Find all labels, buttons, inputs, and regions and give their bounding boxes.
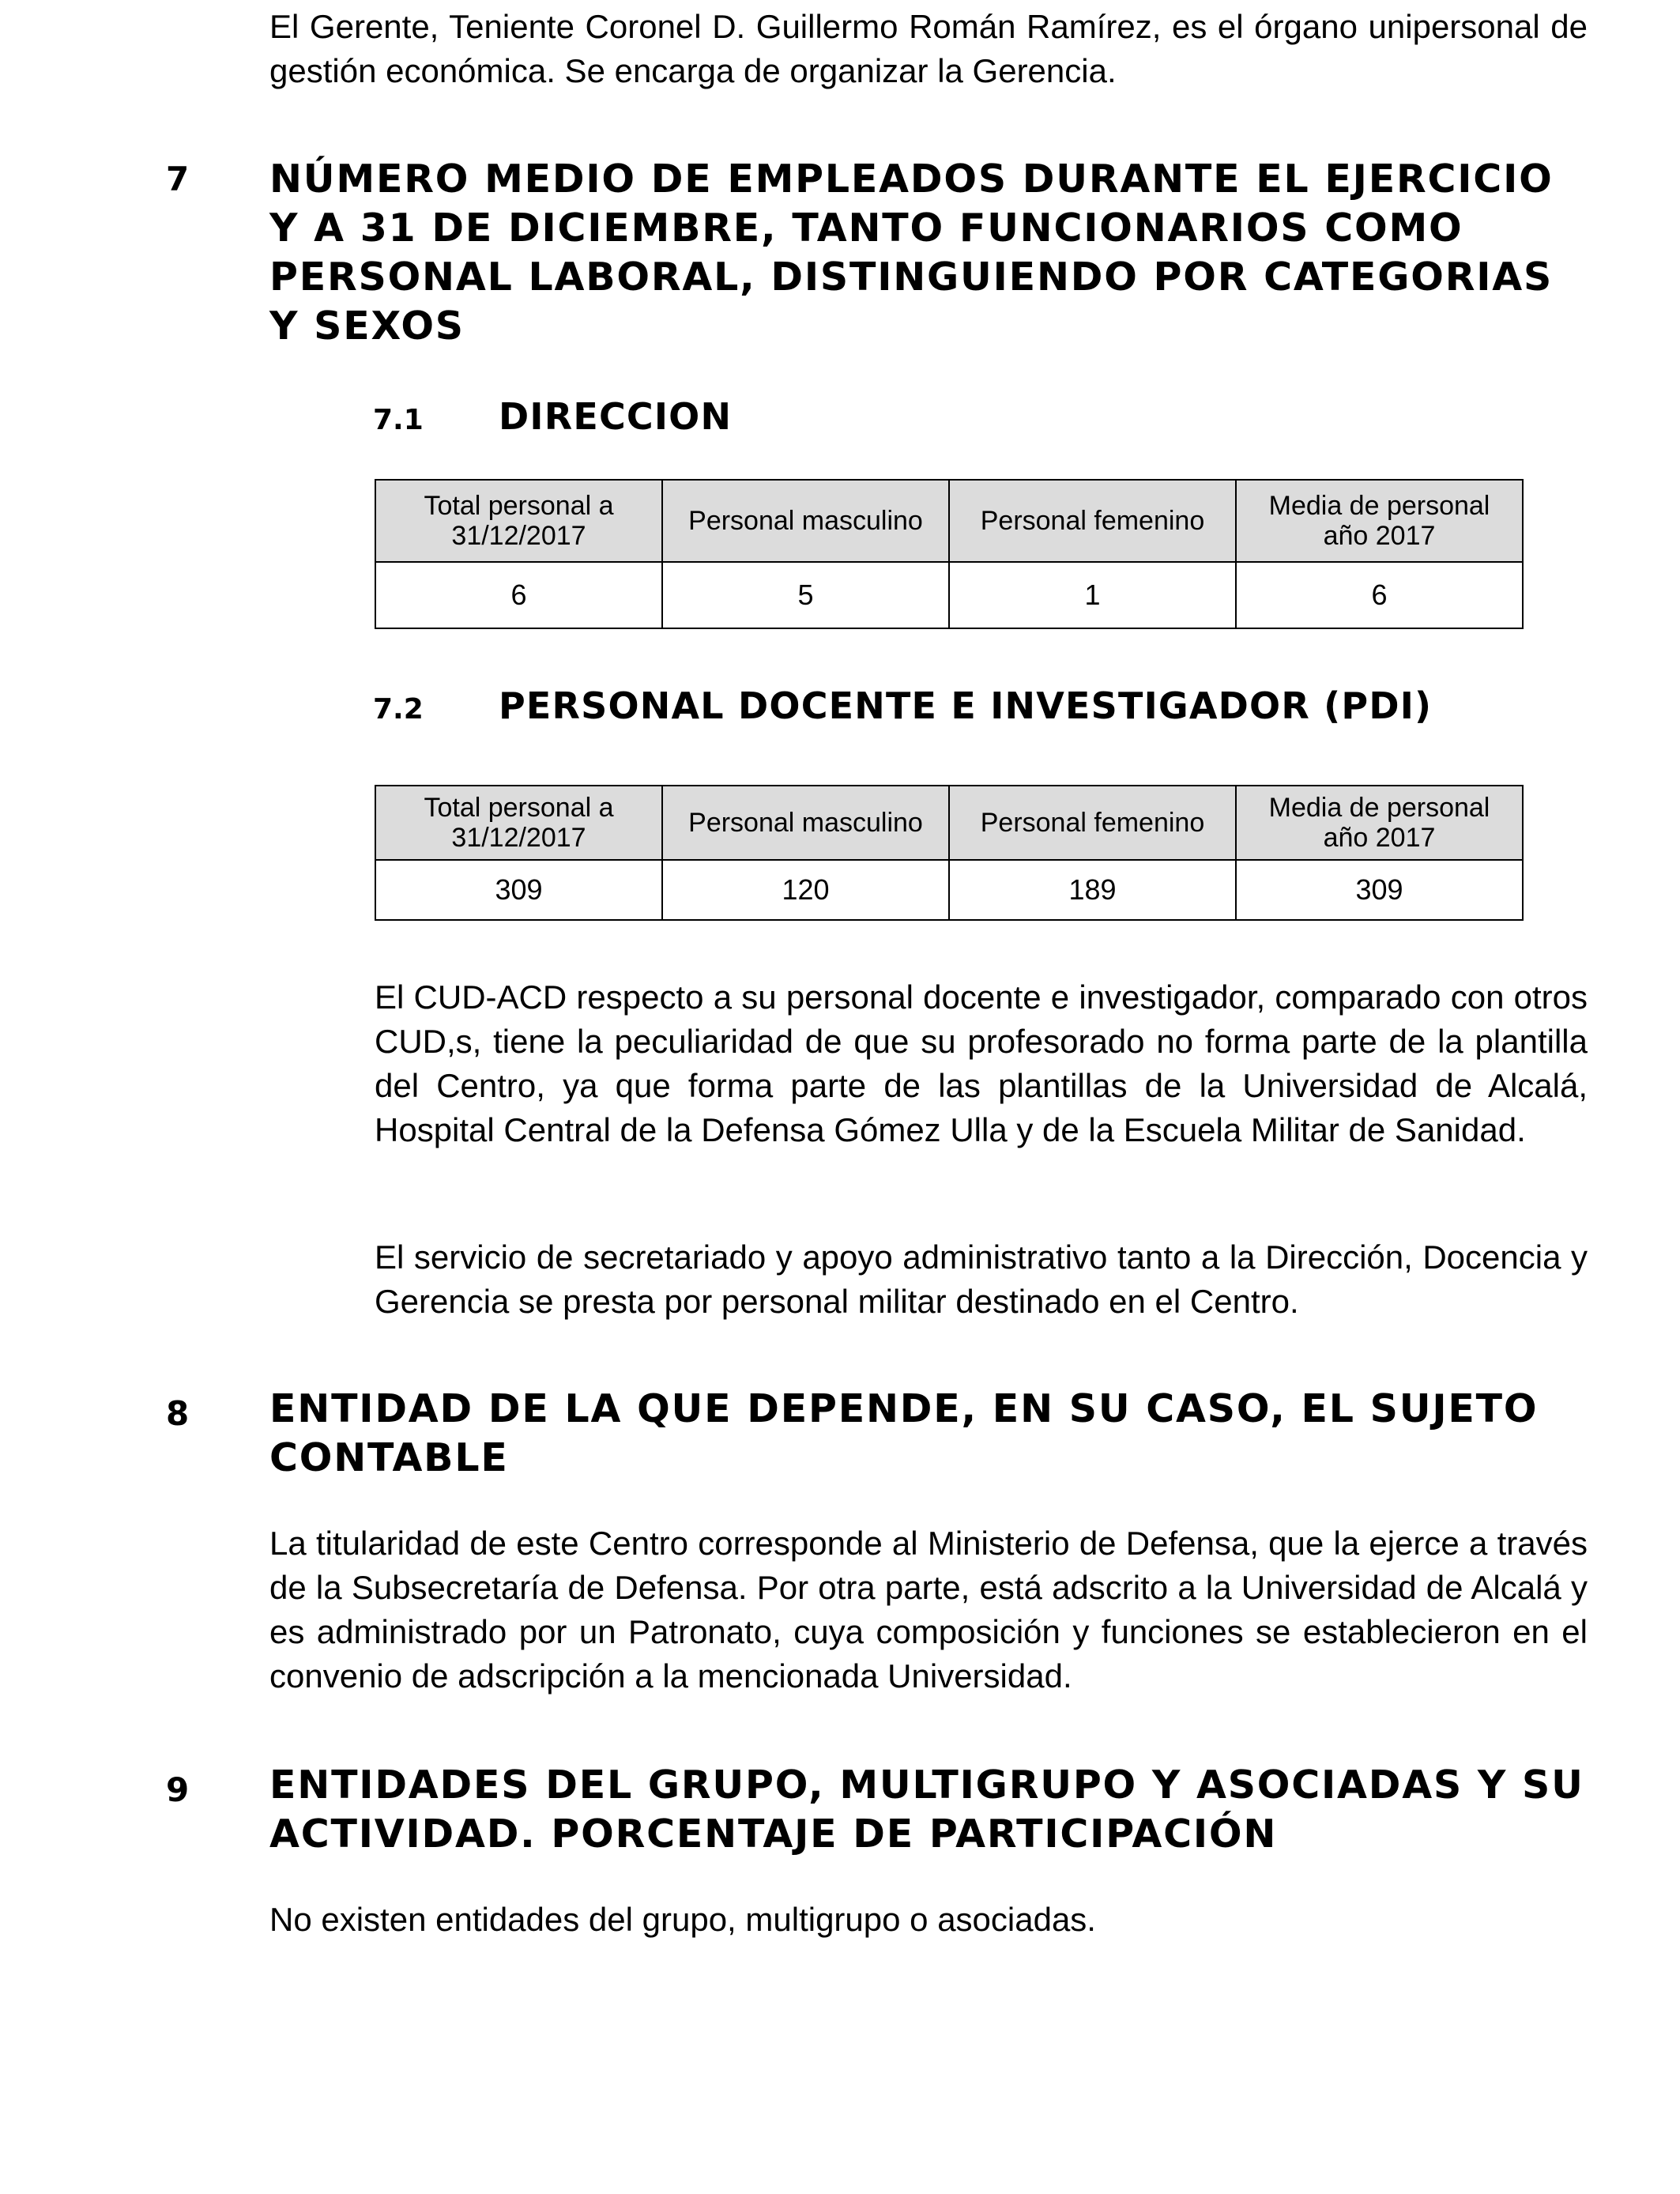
section-8-title: ENTIDAD DE LA QUE DEPENDE, EN SU CASO, EL SUJETO CONTABLE xyxy=(269,1386,1539,1480)
header-masculino: Personal masculino xyxy=(662,786,949,860)
header-femenino: Personal femenino xyxy=(949,480,1236,562)
section-9-paragraph: No existen entidades del grupo, multigrupo o asociadas. xyxy=(269,1901,1096,1938)
section-7-title: NÚMERO MEDIO DE EMPLEADOS DURANTE EL EJERCICIO Y A 31 DE DICIEMBRE, TANTO FUNCIONARIOS COMO PERSONAL LABORAL, DISTINGUIENDO POR CATEGORIAS Y SEXOS xyxy=(269,156,1554,349)
direccion-table xyxy=(375,479,1524,629)
table-header-row xyxy=(375,786,1523,860)
value-total: 309 xyxy=(375,860,662,920)
pdi-paragraph: El CUD-ACD respecto a su personal docente e investigador, comparado con otros CUD,s, tiene la peculiaridad de que su profesorado no forma parte de la plantilla del Centro, ya que forma parte de las plantillas de la Universidad de Alcalá, Hospital Central de la Defensa Gómez Ulla y de la Escuela Militar de Sanidad. xyxy=(375,978,1588,1148)
section-8-number: 8 xyxy=(166,1394,190,1433)
subsection-7-2-title: PERSONAL DOCENTE E INVESTIGADOR (PDI) xyxy=(499,684,1433,727)
header-total: Total personal a 31/12/2017 xyxy=(375,786,662,860)
section-9-number: 9 xyxy=(166,1770,190,1809)
header-media: Media de personal año 2017 xyxy=(1236,786,1523,860)
subsection-7-2-number: 7.2 xyxy=(373,693,424,726)
value-media: 6 xyxy=(1236,562,1523,628)
subsection-7-1-number: 7.1 xyxy=(373,404,424,436)
section-8-paragraph: La titularidad de este Centro corresponde al Ministerio de Defensa, que la ejerce a través de la Subsecretaría de Defensa. Por otra parte, está adscrito a la Universidad de Alcalá y es administrado por un Patronato, cuya composición y funciones se establecieron en el convenio de adscripción a la mencionada Universidad. xyxy=(269,1525,1588,1695)
header-total: Total personal a 31/12/2017 xyxy=(375,480,662,562)
section-7-number: 7 xyxy=(166,160,190,198)
section-9-title: ENTIDADES DEL GRUPO, MULTIGRUPO Y ASOCIADAS Y SU ACTIVIDAD. PORCENTAJE DE PARTICIPACIÓN xyxy=(269,1762,1584,1857)
table-header-row xyxy=(375,480,1523,562)
value-femenino: 1 xyxy=(949,562,1236,628)
value-total: 6 xyxy=(375,562,662,628)
value-masculino: 120 xyxy=(662,860,949,920)
table-row xyxy=(375,860,1523,920)
header-media: Media de personal año 2017 xyxy=(1236,480,1523,562)
value-media: 309 xyxy=(1236,860,1523,920)
intro-paragraph: El Gerente, Teniente Coronel D. Guillermo Román Ramírez, es el órgano unipersonal de gestión económica. Se encarga de organizar la Gerencia. xyxy=(269,8,1588,89)
value-masculino: 5 xyxy=(662,562,949,628)
value-femenino: 189 xyxy=(949,860,1236,920)
header-masculino: Personal masculino xyxy=(662,480,949,562)
pdi-table xyxy=(375,785,1524,921)
subsection-7-1-title: DIRECCION xyxy=(499,395,733,438)
header-femenino: Personal femenino xyxy=(949,786,1236,860)
secretariado-paragraph: El servicio de secretariado y apoyo administrativo tanto a la Dirección, Docencia y Gerencia se presta por personal militar destinado en el Centro. xyxy=(375,1238,1588,1320)
table-row xyxy=(375,562,1523,628)
